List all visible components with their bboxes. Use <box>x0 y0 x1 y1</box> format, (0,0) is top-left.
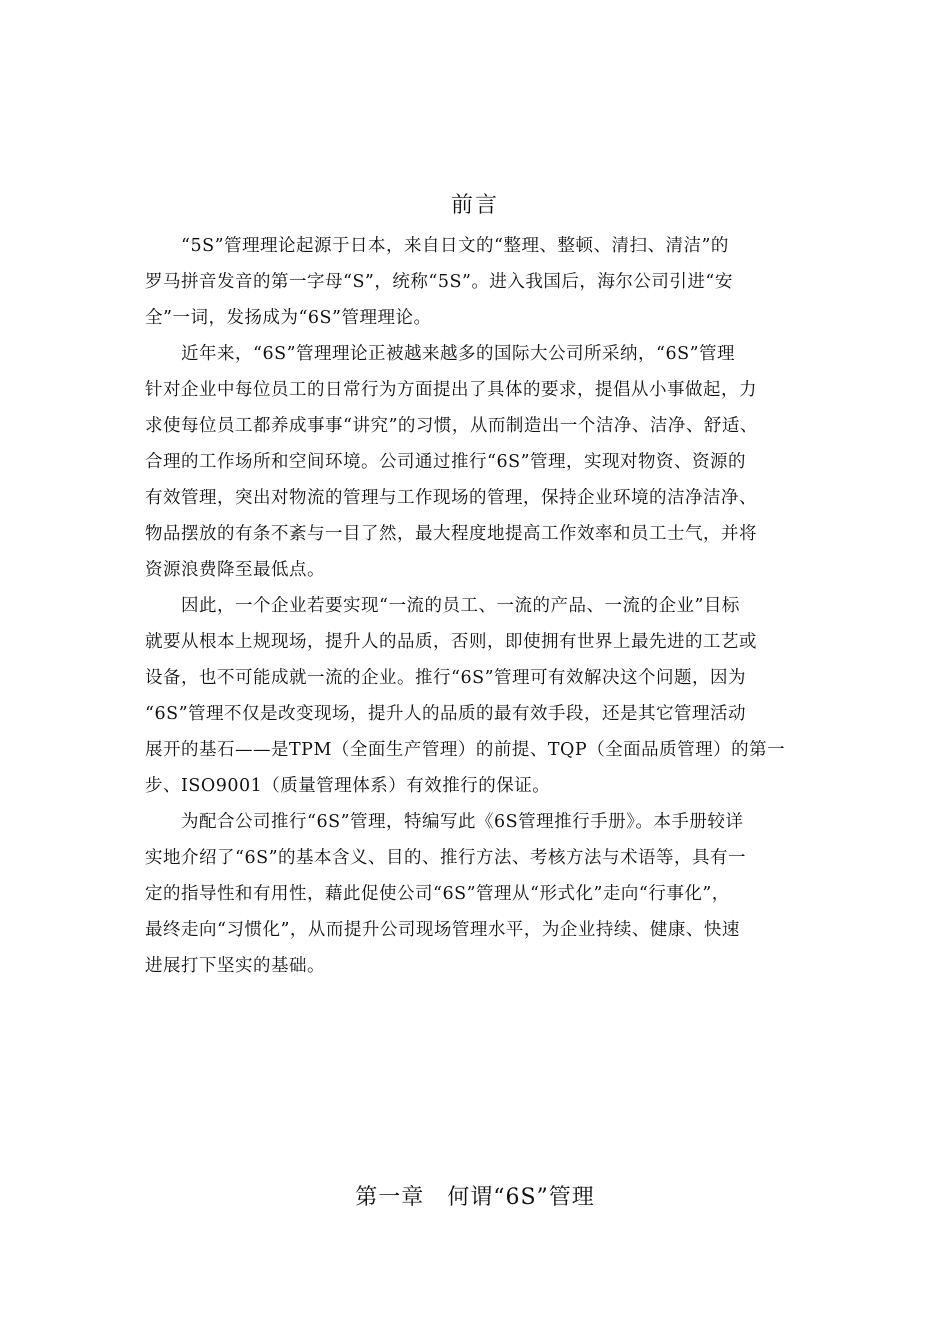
text-line: 进展打下坚实的基础。 <box>145 956 325 976</box>
text-line: 有效管理，突出对物流的管理与工作现场的管理，保持企业环境的洁净洁净、 <box>145 488 757 508</box>
text-line: 全”一词，发扬成为“6S”管理理论。 <box>145 308 432 328</box>
preface-body <box>145 228 820 984</box>
text-line: 步、ISO9001（质量管理体系）有效推行的保证。 <box>145 776 551 796</box>
text-line: 实地介绍了“6S”的基本含义、目的、推行方法、考核方法与术语等，具有一 <box>145 848 747 868</box>
text-line: 定的指导性和有用性，藉此促使公司“6S”管理从“形式化”走向“行事化”， <box>145 884 730 904</box>
text-line: 罗马拼音发音的第一字母“S”，统称“5S”。进入我国后，海尔公司引进“安 <box>145 272 733 292</box>
text-line: 最终走向“习惯化”，从而提升公司现场管理水平，为企业持续、健康、快速 <box>145 920 740 940</box>
chapter-heading: 第一章 何谓“6S”管理 <box>355 1185 595 1210</box>
paragraph <box>145 336 820 588</box>
text-line: 为配合公司推行“6S”管理，特编写此《6S管理推行手册》。本手册较详 <box>181 812 744 832</box>
text-line: 就要从根本上规现场，提升人的品质，否则，即使拥有世界上最先进的工艺或 <box>145 632 757 652</box>
paragraph <box>145 804 820 984</box>
text-line: 展开的基石——是TPM（全面生产管理）的前提、TQP（全面品质管理）的第一 <box>145 740 786 760</box>
text-line: 针对企业中每位员工的日常行为方面提出了具体的要求，提倡从小事做起，力 <box>145 380 757 400</box>
text-line: 资源浪费降至最低点。 <box>145 560 325 580</box>
paragraph <box>145 588 820 804</box>
text-line: 合理的工作场所和空间环境。公司通过推行“6S”管理，实现对物资、资源的 <box>145 452 747 472</box>
text-line: 设备，也不可能成就一流的企业。推行“6S”管理可有效解决这个问题，因为 <box>145 668 747 688</box>
page-title: 前言 <box>450 193 499 218</box>
text-line: “5S”管理理论起源于日本，来自日文的“整理、整顿、清扫、清洁”的 <box>181 236 729 256</box>
text-line: 因此，一个企业若要实现“一流的员工、一流的产品、一流的企业”目标 <box>181 596 740 616</box>
text-line: 求使每位员工都养成事事“讲究”的习惯，从而制造出一个洁净、洁净、舒适、 <box>145 416 758 436</box>
paragraph <box>145 228 820 336</box>
text-line: “6S”管理不仅是改变现场，提升人的品质的最有效手段，还是其它管理活动 <box>145 704 747 724</box>
text-line: 物品摆放的有条不紊与一目了然，最大程度地提高工作效率和员工士气，并将 <box>145 524 757 544</box>
text-line: 近年来，“6S”管理理论正被越来越多的国际大公司所采纳，“6S”管理 <box>181 344 736 364</box>
